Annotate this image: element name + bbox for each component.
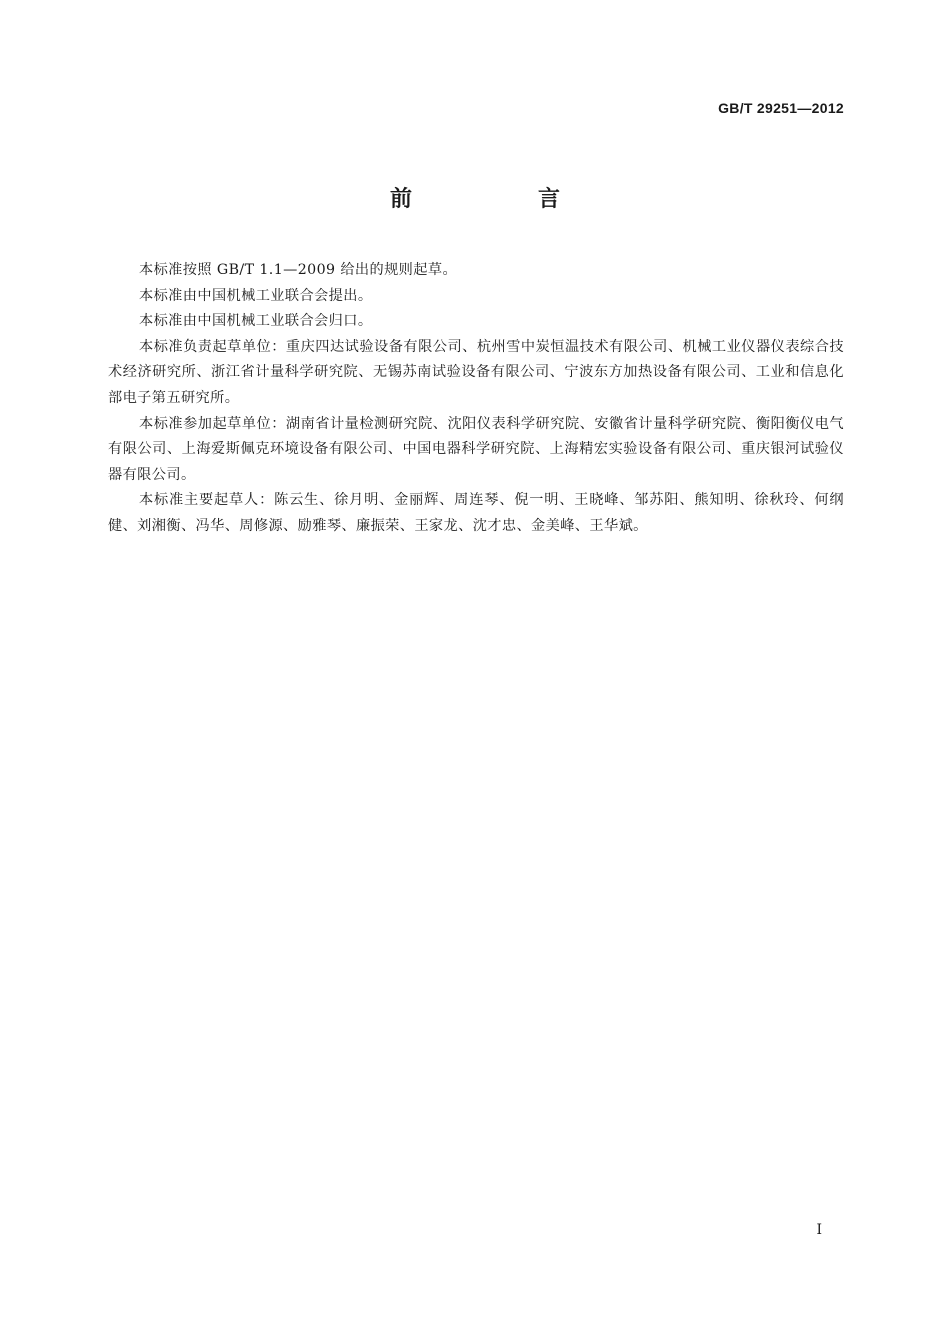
paragraph-proposed-by: 本标准由中国机械工业联合会提出。 (139, 287, 373, 304)
paragraph-centralized-by: 本标准由中国机械工业联合会归口。 (139, 313, 373, 330)
paragraph-participating-units: 本标准参加起草单位：湖南省计量检测研究院、沈阳仪表科学研究院、安徽省计量科学研究院、衡阳衡仪电气有限公司、上海爱斯佩克环境设备有限公司、中国电器科学研究院、上海精宏实验设备有限公司、重庆银河试验仪器有限公司。 (108, 415, 844, 483)
paragraph-main-drafters: 本标准主要起草人：陈云生、徐月明、金丽辉、周连琴、倪一明、王晓峰、邹苏阳、熊知明、徐秋玲、何纲健、刘湘衡、冯华、周修源、励雅琴、廉振荣、王家龙、沈才忠、金美峰、王华斌。 (108, 492, 844, 534)
document-body (108, 258, 844, 540)
paragraph-lead-drafting-units: 本标准负责起草单位：重庆四达试验设备有限公司、杭州雪中炭恒温技术有限公司、机械工业仪器仪表综合技术经济研究所、浙江省计量科学研究院、无锡苏南试验设备有限公司、宁波东方加热设备有限公司、工业和信息化部电子第五研究所。 (108, 338, 844, 406)
page-title: 前 言 (389, 187, 612, 212)
paragraph-drafting-rules: 本标准按照 GB/T 1.1—2009 给出的规则起草。 (139, 262, 458, 278)
page-number: I (816, 1222, 822, 1238)
standard-code: GB/T 29251—2012 (718, 100, 844, 116)
